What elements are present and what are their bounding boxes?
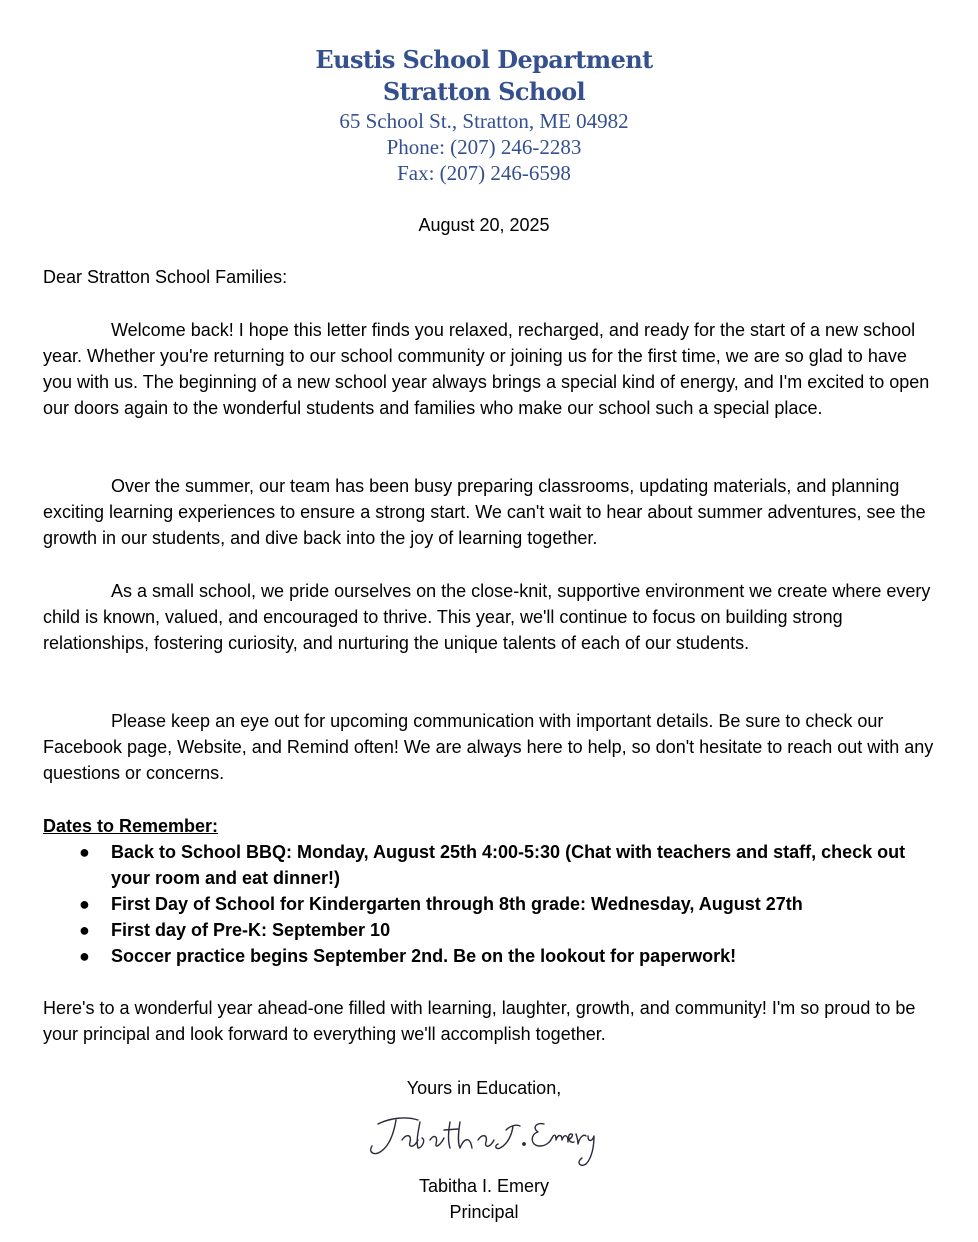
date-item-text: First day of Pre-K: September 10: [111, 920, 391, 940]
letter-closing: Yours in Education,: [406, 1078, 562, 1098]
bullet-icon: ●: [79, 920, 90, 940]
closing-paragraph: Here's to a wonderful year ahead-one filled with learning, laughter, growth, and community! I'm so proud to be your principal and look forward to everything we'll accomplish together.: [43, 998, 916, 1044]
list-item: [43, 917, 923, 943]
paragraph-communication: Please keep an eye out for upcoming communication with important details. Be sure to check our Facebook page, Website, and Remind often! We are always here to help, so don't hesitate to reach out with any questions or concerns.: [43, 711, 934, 783]
date-item-text: Soccer practice begins September 2nd. Be on the lookout for paperwork!: [111, 946, 737, 966]
bullet-icon: ●: [79, 842, 90, 862]
dates-list: [43, 839, 923, 969]
letterhead: [0, 44, 968, 186]
list-item: [43, 943, 923, 969]
salutation: Dear Stratton School Families:: [43, 267, 288, 287]
paragraph-summer: Over the summer, our team has been busy preparing classrooms, updating materials, and planning exciting learning experiences to ensure a strong start. We can't wait to hear about summer adventures, see the growth in our students, and dive back into the joy of learning together.: [43, 476, 926, 548]
signature-image: [360, 1104, 600, 1170]
signer-name: Tabitha I. Emery: [418, 1176, 550, 1196]
date-item-text: First Day of School for Kindergarten through 8th grade: Wednesday, August 27th: [111, 894, 803, 914]
school-phone: Phone: (207) 246-2283: [386, 135, 582, 159]
paragraph-small-school: As a small school, we pride ourselves on the close-knit, supportive environment we create where every child is known, valued, and encouraged to thrive. This year, we'll continue to focus on building strong relationships, fostering curiosity, and nurturing the unique talents of each of our students.: [43, 581, 931, 653]
date-item-text: Back to School BBQ: Monday, August 25th 4:00-5:30 (Chat with teachers and staff, check out your room and eat dinner!): [111, 842, 906, 888]
paragraph-welcome: Welcome back! I hope this letter finds you relaxed, recharged, and ready for the start of a new school year. Whether you're returning to our school community or joining us for the first time, we are so glad to have you with us. The beginning of a new school year always brings a special kind of energy, and I'm excited to open our doors again to the wonderful students and families who make our school such a special place.: [43, 320, 930, 418]
school-name: Stratton School: [382, 77, 586, 106]
letter-date: August 20, 2025: [418, 215, 550, 235]
list-item: [43, 891, 923, 917]
list-item: [43, 839, 923, 891]
signer-title: Principal: [449, 1202, 519, 1222]
school-address: 65 School St., Stratton, ME 04982: [339, 109, 629, 133]
bullet-icon: ●: [79, 894, 90, 914]
bullet-icon: ●: [79, 946, 90, 966]
dates-heading: Dates to Remember:: [43, 816, 219, 836]
school-fax: Fax: (207) 246-6598: [397, 161, 571, 185]
department-name: Eustis School Department: [315, 45, 653, 74]
